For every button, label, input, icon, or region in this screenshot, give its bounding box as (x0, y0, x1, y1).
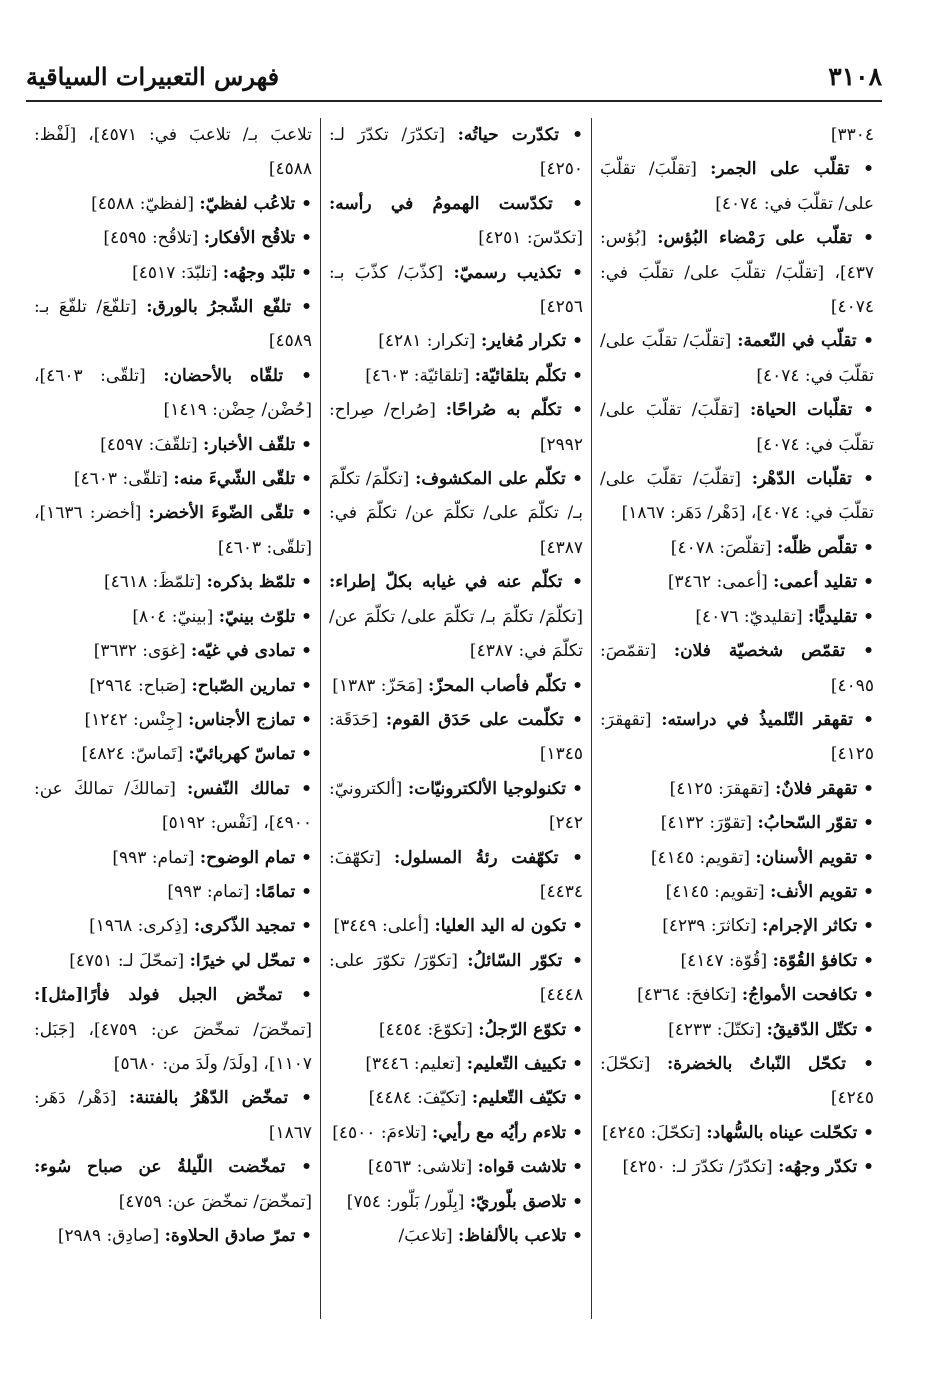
entry-expression: • تلقّاه بالأحضان: (163, 366, 312, 386)
entry-reference: [بِلّور/ بَلّور: ٧٥٤] (346, 1191, 465, 1212)
entry-expression: • تكهّفت رئةُ المسلول: (394, 848, 583, 868)
entry-reference: [قُوّة: ٤١٤٧] (680, 950, 768, 971)
entry-expression: • تكيّف التّعليم: (472, 1088, 583, 1108)
entry-reference: [تلبّدَ: ٤٥١٧] (132, 262, 218, 283)
index-entry (34, 841, 312, 875)
entry-reference: [تلقّى: ٤٦٠٣]، [حُضْن/ حِضْن: ١٤١٩] (34, 365, 312, 421)
index-entry (34, 462, 312, 496)
index-entry (34, 221, 312, 255)
index-entry (600, 462, 874, 531)
entry-reference: [تلاشى: ٤٥٦٣] (368, 1157, 473, 1178)
index-entry (600, 221, 874, 324)
entry-expression: • تمرّ صادق الحلاوة: (165, 1226, 312, 1246)
running-title: فهرس التعبيرات السياقية (26, 62, 280, 91)
index-entry (600, 1047, 874, 1116)
page-header (26, 60, 882, 102)
index-entry (329, 1150, 583, 1184)
entry-reference: [تلقّفَ: ٤٥٩٧] (100, 434, 198, 455)
entry-reference: [تمخّضَ/ تمخّضَ عن: ٤٧٥٩] (118, 1191, 312, 1212)
entry-expression: • تلقّى الشّيءَ منه: (173, 469, 312, 489)
entry-expression: • تمخّض الجبل فولد فأرًا[مثل]: (34, 985, 312, 1005)
entry-expression: • تلقّى الضّوءَ الأخضر: (149, 503, 312, 523)
index-entry (600, 875, 874, 909)
index-entry (34, 634, 312, 668)
index-entry (34, 496, 312, 565)
index-column-left (26, 118, 320, 1319)
index-entry (34, 944, 312, 978)
entry-expression: • تمارين الصّباح: (191, 676, 312, 696)
entry-expression: • تمالك النّفس: (187, 779, 312, 799)
entry-expression: • تلاءم رأيُه مع رأيي: (432, 1123, 583, 1143)
index-entry (600, 600, 874, 634)
entry-reference: [تلقائيّة: ٤٦٠٣] (365, 365, 470, 386)
index-entry (34, 1219, 312, 1253)
entry-expression: • تكحّلت عيناه بالسُّهاد: (706, 1123, 874, 1143)
index-entry (329, 1185, 583, 1219)
index-entry (329, 703, 583, 772)
entry-expression: • تلقّف الأخبار: (203, 435, 312, 455)
index-entry (34, 600, 312, 634)
entry-expression: • تكلّم عنه في غيابه بكلّ إطراء: (329, 572, 583, 592)
index-entry (329, 1013, 583, 1047)
index-entry (329, 256, 583, 325)
index-column-right (592, 118, 882, 1319)
entry-reference: [تكلّمَ/ تكلّمَ بـ/ تكلّمَ على/ تكلّمَ عن/ تكلّمَ في: ٤٣٨٧] (329, 606, 583, 662)
entry-expression: • تكحّل النّباتُ بالخضرة: (667, 1054, 874, 1074)
entry-reference: [مَحَزّ: ١٣٨٣] (332, 675, 423, 696)
index-entry (600, 152, 874, 221)
index-entry (34, 565, 312, 599)
entry-reference: [تلفّعَ/ تلفّعَ بـ: ٤٥٨٩] (34, 297, 312, 352)
entry-expression: • تقليد أعمى: (773, 572, 874, 592)
entry-reference: [صُراح/ صِراح: ٢٩٩٢] (329, 400, 583, 455)
entry-reference: [تكيّفَ: ٤٤٨٤] (368, 1088, 467, 1109)
entry-expression: • تكافحت الأمواجُ: (742, 985, 874, 1005)
entry-reference: [تكحّلَ: ٤٢٤٥] (602, 1122, 701, 1143)
index-columns (26, 118, 882, 1319)
entry-reference: [صادِق: ٢٩٨٩] (57, 1226, 160, 1246)
index-entry (34, 772, 312, 841)
entry-reference: [ذِكرى: ١٩٦٨] (89, 916, 189, 937)
entry-reference: [تقويم: ٤١٤٥] (650, 847, 750, 868)
entry-expression: • تكلّم بتلقائيّة: (475, 366, 583, 386)
entry-reference: [تقويم: ٤١٤٥] (665, 881, 765, 902)
index-entry (329, 118, 583, 187)
index-entry (34, 118, 312, 187)
entry-reference: [تمام: ٩٩٣] (167, 881, 250, 902)
index-entry (329, 1116, 583, 1150)
page-number: ٣١٠٨ (828, 62, 882, 91)
index-entry (600, 324, 874, 393)
entry-reference: [تعليم: ٣٤٤٦] (365, 1053, 462, 1074)
entry-reference: [تكاثرَ: ٤٢٣٩] (662, 916, 757, 937)
entry-reference: [تكدّرَ/ تكدّرَ لـ: ٤٢٥٠] (622, 1157, 773, 1178)
index-entry (329, 565, 583, 668)
entry-expression: • تقلّص ظلّه: (777, 538, 874, 558)
entry-reference: [أعلى: ٣٤٤٩] (333, 916, 430, 937)
entry-reference: [حَدَقَة: ١٣٤٥] (329, 709, 583, 765)
entry-expression: • تكافؤ القُوّة: (773, 951, 874, 971)
index-entry (600, 565, 874, 599)
entry-expression: • تقليديًّا: (808, 607, 874, 627)
entry-expression: • تقمّص شخصيّة فلان: (674, 641, 874, 661)
entry-expression: • تكلّم به صُراحًا: (446, 400, 583, 420)
index-entry (34, 1081, 312, 1150)
entry-expression: • تقوّر السّحابُ: (757, 813, 874, 833)
entry-reference: [تكلّمَ/ تكلّمَ بـ/ تكلّمَ على/ تكلّمَ عن/ تكلّمَ في: ٤٣٨٧] (329, 469, 583, 558)
entry-expression: • تلاصق بلّوريّ: (470, 1192, 583, 1212)
index-entry (34, 875, 312, 909)
entry-expression: • تكون له اليد العليا: (434, 916, 583, 936)
index-entry (600, 531, 874, 565)
entry-reference: [دَهْر/ دَهَر: ١٨٦٧] (34, 1088, 312, 1143)
index-entry (34, 669, 312, 703)
entry-expression: • تمادى في غيّه: (191, 641, 312, 661)
entry-reference: [تمام: ٩٩٣] (112, 847, 195, 868)
entry-expression: • تمازج الأجناس: (188, 710, 312, 730)
index-entry (600, 806, 874, 840)
entry-expression: • تكلّم فأصاب المحزّ: (428, 676, 583, 696)
entry-reference: [تقلّبَ/ تقلّبَ على/ تقلّبَ في: ٤٠٧٤] (600, 159, 874, 214)
entry-reference: [ألكترونيّ: ٢٤٢] (329, 778, 583, 834)
entry-expression: • تمخّضت اللّيلةُ عن صباح سُوء: (34, 1157, 312, 1177)
entry-expression: • تلمّظ بذكره: (207, 572, 312, 592)
index-entry (34, 256, 312, 290)
index-entry (34, 428, 312, 462)
entry-expression: • تقلّب على الجمر: (710, 159, 874, 179)
entry-expression: • تكييف التّعليم: (467, 1054, 583, 1074)
index-entry (329, 1081, 583, 1115)
index-entry (600, 393, 874, 462)
entry-expression: • تلاشت قواه: (478, 1157, 583, 1177)
entry-reference: [غوَى: ٣٦٣٢] (93, 641, 186, 662)
index-entry (329, 841, 583, 910)
index-entry (600, 703, 874, 772)
index-entry (329, 393, 583, 462)
entry-expression: • تكنولوجيا الألكترونيّات: (408, 779, 583, 799)
index-entry (600, 978, 874, 1012)
entry-reference: [تمالكَ/ تمالكَ عن: ٤٩٠٠]، [نَفْس: ٥١٩٢] (34, 778, 312, 834)
entry-expression: • تمحّل لي خيرًا: (190, 951, 312, 971)
index-entry (600, 944, 874, 978)
entry-reference: [تلاعبَ/ (398, 1226, 453, 1246)
entry-reference: [أخضر: ١٦٣٦]، [تلقّى: ٤٦٠٣] (34, 503, 312, 558)
entry-reference: [أعمى: ٣٤٦٢] (667, 572, 768, 593)
entry-expression: • تلوّث بينيّ: (219, 607, 312, 627)
index-entry (600, 1116, 874, 1150)
entry-reference: [تمحّلَ لـ: ٤٧٥١] (69, 950, 185, 971)
entry-reference: [تكحّلَ: ٤٢٤٥] (600, 1053, 874, 1109)
index-entry (329, 772, 583, 841)
entry-reference: [تكدّسَ: ٤٢٥١] (478, 228, 583, 249)
entry-reference: [صَباح: ٢٩٦٤] (89, 675, 187, 696)
entry-expression: • تلبّد وجهُه: (223, 263, 312, 283)
entry-reference: [تقوّرَ: ٤١٣٢] (660, 813, 753, 834)
entry-expression: • تكلّمت على حَدَق القوم: (386, 710, 583, 730)
entry-expression: • تكدّرت حياتُه: (458, 125, 583, 145)
index-entry (329, 1047, 583, 1081)
entry-expression: • تكلّم على المكشوف: (415, 469, 583, 489)
entry-reference: [تقهقرَ: ٤١٢٥] (669, 778, 770, 799)
index-entry (34, 737, 312, 771)
entry-reference: [تقليديّ: ٤٠٧٦] (695, 606, 803, 627)
index-entry (34, 290, 312, 359)
entry-expression: • تمام الوضوح: (200, 848, 312, 868)
index-entry (600, 634, 874, 703)
entry-expression: • تكرار مُغاير: (481, 331, 583, 351)
entry-reference: [تكتّلَ: ٤٢٣٣] (668, 1019, 762, 1040)
entry-reference: [تكهّفَ: ٤٤٣٤] (329, 847, 583, 902)
entry-expression: • تقلّب في النّعمة: (737, 331, 874, 351)
entry-reference: [تقلّبَ/ تقلّبَ على/ تقلّبَ في: ٤٠٧٤] (600, 400, 874, 455)
index-entry (34, 1150, 312, 1219)
entry-expression: • تلاعب بالألفاظ: (458, 1226, 583, 1246)
entry-reference: تلاعبَ بـ/ تلاعبَ في: ٤٥٧١]، [لَفْظ: ٤٥٨٨] (34, 125, 312, 180)
entry-expression: • تقويم الأنف: (770, 882, 874, 902)
index-entry (34, 187, 312, 221)
entry-reference: ٣٣٠٤] (830, 125, 874, 145)
entry-expression: • تقويم الأسنان: (755, 848, 874, 868)
entry-reference: [لفظيّ: ٤٥٨٨] (91, 193, 194, 214)
entry-reference: [بينيّ: ٨٠٤] (132, 606, 214, 627)
entry-reference: [كذّبَ/ كذّبَ بـ: ٤٢٥٦] (329, 262, 583, 318)
entry-reference: [تلاقُح: ٤٥٩٥] (103, 228, 199, 249)
entry-expression: • تكذيب رسميّ: (453, 263, 583, 283)
entry-expression: • تقهقر فلانٌ: (775, 779, 874, 799)
index-entry (329, 944, 583, 1013)
entry-expression: • تمامًا: (255, 882, 312, 902)
index-entry (600, 118, 874, 152)
entry-expression: • تقلّبات الدّهْر: (752, 469, 874, 489)
entry-expression: • تكوّع الرّجلُ: (478, 1020, 583, 1040)
index-entry (600, 772, 874, 806)
entry-reference: [تقلّبَ/ تقلّبَ على/ تقلّبَ في: ٤٠٧٤]، [دَهْر/ دَهَر: ١٨٦٧] (600, 469, 874, 524)
entry-expression: • تمجيد الذّكرى: (194, 916, 312, 936)
entry-expression: • تلاقُح الأفكار: (204, 228, 312, 248)
entry-reference: [تقلّصَ: ٤٠٧٨] (670, 537, 772, 558)
index-entry (34, 703, 312, 737)
entry-reference: [جِنْس: ١٢٤٢] (84, 709, 183, 730)
index-entry (329, 669, 583, 703)
index-entry (600, 909, 874, 943)
entry-expression: • تكدّر وجهُه: (778, 1157, 874, 1177)
entry-reference: [تلمّظَ: ٤٦١٨] (103, 572, 202, 593)
entry-reference: [تكرار: ٤٢٨١] (378, 331, 476, 352)
entry-expression: • تكدّست الهمومُ في رأسه: (329, 194, 583, 214)
index-entry (329, 1219, 583, 1253)
index-entry (34, 909, 312, 943)
entry-reference: [تقلّبَ/ تقلّبَ على/ تقلّبَ في: ٤٠٧٤] (600, 331, 874, 386)
entry-expression: • تكتّل الدّقيقُ: (767, 1020, 874, 1040)
entry-reference: [تلاءمَ: ٤٥٠٠] (332, 1122, 427, 1143)
index-entry (600, 1150, 874, 1184)
index-entry (329, 187, 583, 256)
entry-reference: [تلقّى: ٤٦٠٣] (73, 469, 168, 490)
entry-expression: • تكوّر السّائلُ: (467, 951, 583, 971)
entry-expression: • تقلّب على رَمْضاء البُؤس: (657, 228, 874, 248)
entry-reference: [تَماسّ: ٤٨٢٤] (81, 744, 183, 765)
entry-expression: • تماسّ كهربائيّ: (188, 744, 312, 764)
entry-reference: [بُؤس: ٤٣٧]، [تقلّبَ/ تقلّبَ على/ تقلّبَ في: ٤٠٧٤] (600, 228, 874, 318)
entry-reference: [تكوّرَ/ تكوّرَ على: ٤٤٤٨] (329, 950, 583, 1006)
entry-reference: [تكوّعَ: ٤٤٥٤] (378, 1019, 473, 1040)
index-entry (329, 359, 583, 393)
index-entry (329, 462, 583, 565)
entry-expression: • تكاثر الإجرام: (762, 916, 874, 936)
entry-expression: • تقهقر التّلميذُ في دراسته: (661, 710, 874, 730)
entry-reference: [تكافحَ: ٤٣٦٤] (637, 985, 737, 1006)
entry-reference: [تقمّصَ: ٤٠٩٥] (600, 641, 874, 696)
entry-expression: • تقلّبات الحياة: (750, 400, 874, 420)
entry-expression: • تمخّض الدّهْرُ بالفتنة: (129, 1088, 312, 1108)
entry-expression: • تلاعُب لفظيّ: (199, 194, 312, 214)
index-entry (600, 841, 874, 875)
entry-reference: [تقهقرَ: ٤١٢٥] (600, 709, 874, 765)
index-entry (329, 909, 583, 943)
index-entry (600, 1013, 874, 1047)
index-entry (34, 978, 312, 1081)
entry-reference: [تكدّرَ/ تكدّرَ لـ: ٤٢٥٠] (329, 125, 583, 180)
entry-expression: • تلفّع الشّجرُ بالورق: (146, 297, 312, 317)
index-entry (34, 359, 312, 428)
index-entry (329, 324, 583, 358)
index-column-middle (320, 118, 592, 1319)
entry-reference: [تمخّضَ/ تمخّضَ عن: ٤٧٥٩]، [جَبَل: ١١٠٧]، [ولَدَ/ ولَدَ من: ٥٦٨٠] (34, 1019, 312, 1074)
